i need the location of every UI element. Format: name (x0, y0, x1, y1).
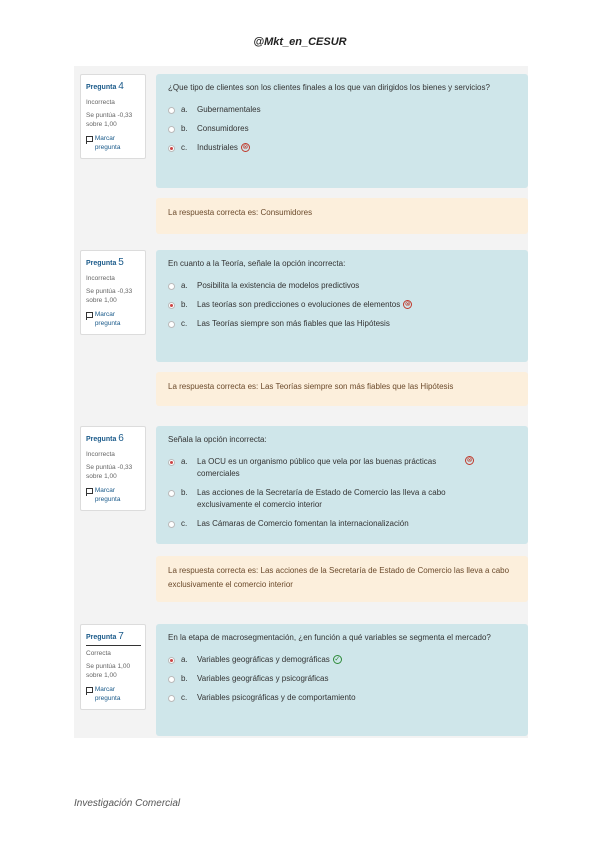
flag-question-label: Marcar pregunta (94, 685, 121, 702)
radio-button[interactable] (168, 321, 175, 328)
radio-button[interactable] (168, 107, 175, 114)
question-text: ¿Que tipo de clientes son los clientes finales a los que van dirigidos los bienes y servicios? (168, 83, 490, 92)
radio-button[interactable] (168, 490, 175, 497)
answer-option[interactable] (168, 456, 516, 480)
question-info-panel (80, 624, 146, 710)
question-score: Se puntúa 1,00 sobre 1,00 (86, 663, 131, 680)
correct-answer-feedback: La respuesta correcta es: Las Teorías siempre son más fiables que las Hipótesis (156, 372, 528, 406)
option-text: Posibilita la existencia de modelos predictivos (197, 281, 360, 290)
option-text: Consumidores (197, 124, 249, 133)
flag-question-link[interactable] (86, 135, 141, 153)
question-status: Incorrecta (86, 98, 115, 106)
question-info-panel (80, 74, 146, 159)
answer-option[interactable] (168, 673, 516, 685)
quiz-review-area (74, 66, 528, 738)
flag-icon (86, 136, 93, 144)
question-label: Pregunta (86, 436, 117, 443)
option-letter: a. (181, 105, 188, 114)
radio-button[interactable] (168, 283, 175, 290)
flag-icon (86, 312, 93, 320)
question-number: 4 (118, 81, 124, 92)
page-header-title: @Mkt_en_CESUR (253, 36, 347, 48)
question-text: Señala la opción incorrecta: (168, 435, 267, 444)
answer-option[interactable] (168, 518, 516, 530)
radio-button-selected[interactable] (168, 459, 175, 466)
answer-option[interactable] (168, 299, 516, 311)
question-number: 7 (118, 631, 124, 642)
question-card (156, 74, 528, 188)
question-number: 6 (118, 433, 124, 444)
incorrect-icon: ⊗ (404, 301, 411, 309)
option-letter: a. (181, 457, 188, 466)
radio-button[interactable] (168, 521, 175, 528)
question-score: Se puntúa -0,33 sobre 1,00 (86, 464, 133, 481)
answer-option[interactable] (168, 280, 516, 292)
question-card (156, 250, 528, 362)
answer-option[interactable] (168, 142, 516, 154)
correct-answer-feedback: La respuesta correcta es: Consumidores (156, 198, 528, 234)
flag-question-link[interactable] (86, 487, 141, 505)
answer-option[interactable] (168, 692, 516, 704)
incorrect-icon: ⊗ (242, 144, 249, 152)
option-text: Variables psicográficas y de comportamiento (197, 693, 356, 702)
question-status: Incorrecta (86, 274, 115, 282)
flag-question-link[interactable] (86, 311, 141, 329)
answer-option[interactable] (168, 487, 516, 511)
flag-question-link[interactable] (86, 686, 141, 704)
option-letter: b. (181, 674, 188, 683)
question-label: Pregunta (86, 84, 117, 91)
flag-icon (86, 488, 93, 496)
option-letter: b. (181, 124, 188, 133)
question-text: En la etapa de macrosegmentación, ¿en función a qué variables se segmenta el mercado? (168, 633, 491, 642)
radio-button[interactable] (168, 126, 175, 133)
option-letter: b. (181, 488, 188, 497)
radio-button[interactable] (168, 676, 175, 683)
question-score: Se puntúa -0,33 sobre 1,00 (86, 112, 133, 129)
option-letter: c. (181, 319, 188, 328)
option-letter: a. (181, 281, 188, 290)
option-text: Gubernamentales (197, 105, 261, 114)
flag-question-label: Marcar pregunta (94, 310, 121, 327)
incorrect-icon: ⊗ (466, 457, 473, 464)
option-text: La OCU es un organismo público que vela por las buenas prácticas comerciales (197, 457, 437, 478)
footer-text: Investigación Comercial (74, 798, 181, 809)
answer-option[interactable] (168, 104, 516, 116)
flag-question-label: Marcar pregunta (94, 486, 121, 503)
question-score: Se puntúa -0,33 sobre 1,00 (86, 288, 133, 305)
question-label: Pregunta (86, 634, 117, 641)
option-text: Variables geográficas y psicográficas (197, 674, 329, 683)
question-info-panel (80, 426, 146, 511)
option-letter: b. (181, 300, 188, 309)
correct-answer-feedback: La respuesta correcta es: Las acciones de la Secretaría de Estado de Comercio las lleva a cabo exclusivamente el comercio interior (156, 556, 528, 602)
answer-option[interactable] (168, 123, 516, 135)
option-text: Las acciones de la Secretaría de Estado de Comercio las lleva a cabo exclusivamente el comercio interior (197, 488, 446, 509)
question-card (156, 426, 528, 544)
question-text: En cuanto a la Teoría, señale la opción incorrecta: (168, 259, 346, 268)
answer-option[interactable] (168, 654, 516, 666)
question-number: 5 (118, 257, 124, 268)
radio-button-selected[interactable] (168, 302, 175, 309)
answer-option[interactable] (168, 318, 516, 330)
question-status: Correcta (86, 649, 111, 657)
radio-button-selected[interactable] (168, 145, 175, 152)
question-card (156, 624, 528, 736)
option-letter: c. (181, 143, 188, 152)
option-text: Las Cámaras de Comercio fomentan la internacionalización (197, 519, 409, 528)
flag-icon (86, 687, 93, 695)
question-info-panel (80, 250, 146, 335)
option-text: Las Teorías siempre son más fiables que las Hipótesis (197, 319, 390, 328)
question-label: Pregunta (86, 260, 117, 267)
flag-question-label: Marcar pregunta (94, 134, 121, 151)
option-text: Variables geográficas y demográficas (197, 655, 330, 664)
option-letter: a. (181, 655, 188, 664)
radio-button[interactable] (168, 695, 175, 702)
question-status: Incorrecta (86, 450, 115, 458)
option-text: Industriales (197, 143, 238, 152)
option-text: Las teorías son predicciones o evoluciones de elementos (197, 300, 401, 309)
correct-check-icon: ✓ (334, 656, 341, 664)
option-letter: c. (181, 519, 188, 528)
radio-button-selected[interactable] (168, 657, 175, 664)
option-letter: c. (181, 693, 188, 702)
